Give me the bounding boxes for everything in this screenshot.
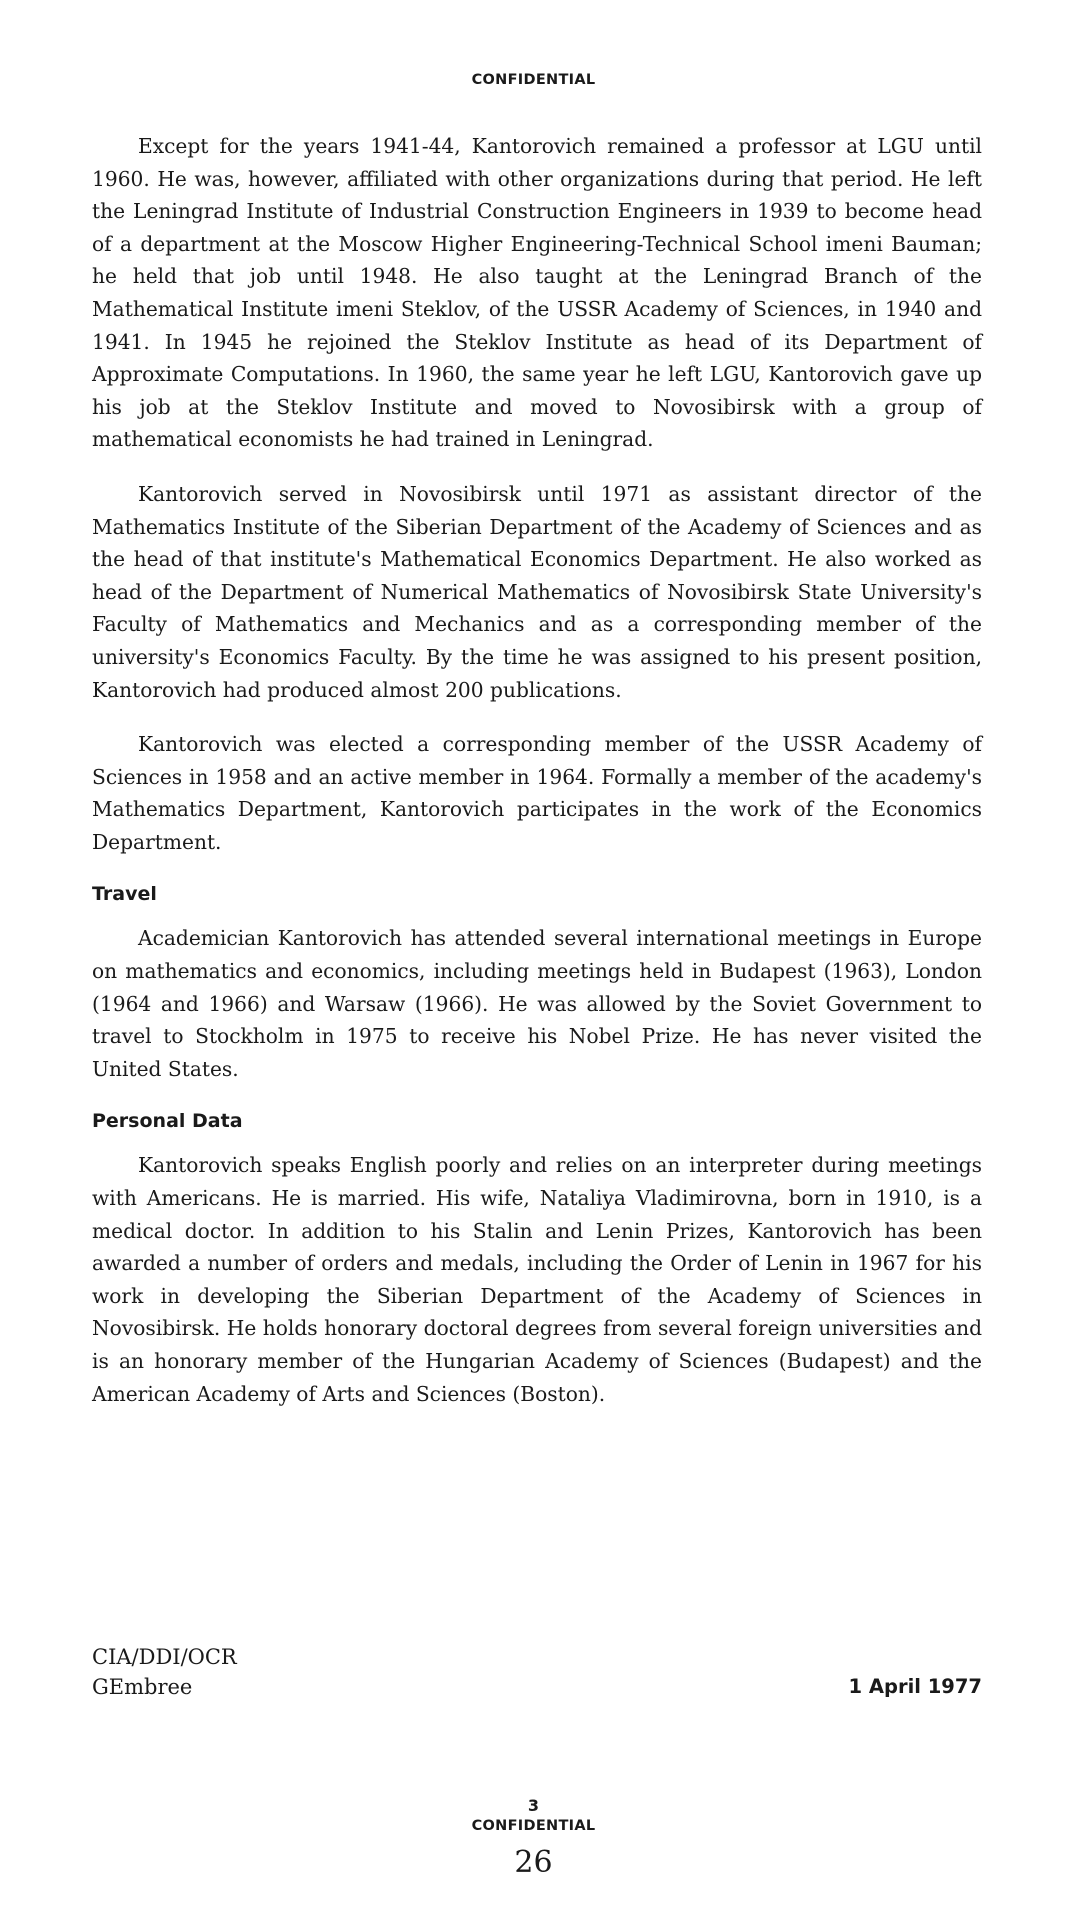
- paragraph-career: Except for the years 1941-44, Kantorovich remained a professor at LGU until 1960. He was, however, affiliated with other organizations during that period. He left the Leningrad Institute of Industrial Construction Engineers in 1939 to become head of a department at the Moscow Higher Engineering-Technical School imeni Bauman; he held that job until 1948. He also taught at the Leningrad Branch of the Mathematical Institute imeni Steklov, of the USSR Academy of Sciences, in 1940 and 1941. In 1945 he rejoined the Steklov Institute as head of its Department of Approximate Computations. In 1960, the same year he left LGU, Kantorovich gave up his job at the Steklov Institute and moved to Novosibirsk with a group of mathematical economists he had trained in Leningrad.: [92, 134, 982, 452]
- inner-page-number: 3: [527, 1796, 540, 1815]
- signature-date: 1 April 1977: [848, 1675, 982, 1698]
- travel-heading: Travel: [92, 883, 157, 906]
- signature-block: [92, 1642, 982, 1702]
- paragraph-personal: Kantorovich speaks English poorly and relies on an interpreter during meetings with Americans. He is married. His wife, Nataliya Vladimirovna, born in 1910, is a medical doctor. In addition to his Stalin and Lenin Prizes, Kantorovich has been awarded a number of orders and medals, including the Order of Lenin in 1967 for his work in developing the Siberian Department of the Academy of Sciences in Novosibirsk. He holds honorary doctoral degrees from several foreign universities and is an honorary member of the Hungarian Academy of Sciences (Budapest) and the American Academy of Arts and Sciences (Boston).: [92, 1153, 982, 1406]
- document-body: [92, 130, 982, 1432]
- signature-row: [92, 1672, 982, 1702]
- paragraph-academy: Kantorovich was elected a corresponding member of the USSR Academy of Sciences in 1958 and an active member in 1964. Formally a member of the academy's Mathematics Department, Kantorovich participates in the work of the Economics Department.: [92, 732, 982, 854]
- signature-office: CIA/DDI/OCR: [92, 1645, 237, 1669]
- classification-footer: CONFIDENTIAL: [471, 1818, 596, 1834]
- paragraph-travel: Academician Kantorovich has attended several international meetings in Europe on mathematics and economics, including meetings held in Budapest (1963), London (1964 and 1966) and Warsaw (1966). He was allowed by the Soviet Government to travel to Stockholm in 1975 to receive his Nobel Prize. He has never visited the United States.: [92, 926, 982, 1081]
- classification-header: CONFIDENTIAL: [471, 72, 596, 88]
- signature-author: GEmbree: [92, 1675, 193, 1699]
- page-number: 26: [514, 1845, 553, 1880]
- paragraph-novosibirsk: Kantorovich served in Novosibirsk until 1971 as assistant director of the Mathematics Institute of the Siberian Department of the Academy of Sciences and as the head of that institute's Mathematical Economics Department. He also worked as head of the Department of Numerical Mathematics of Novosibirsk State University's Faculty of Mathematics and Mechanics and as a corresponding member of the university's Economics Faculty. By the time he was assigned to his present position, Kantorovich had produced almost 200 publications.: [92, 481, 982, 702]
- personal-data-heading: Personal Data: [92, 1110, 243, 1133]
